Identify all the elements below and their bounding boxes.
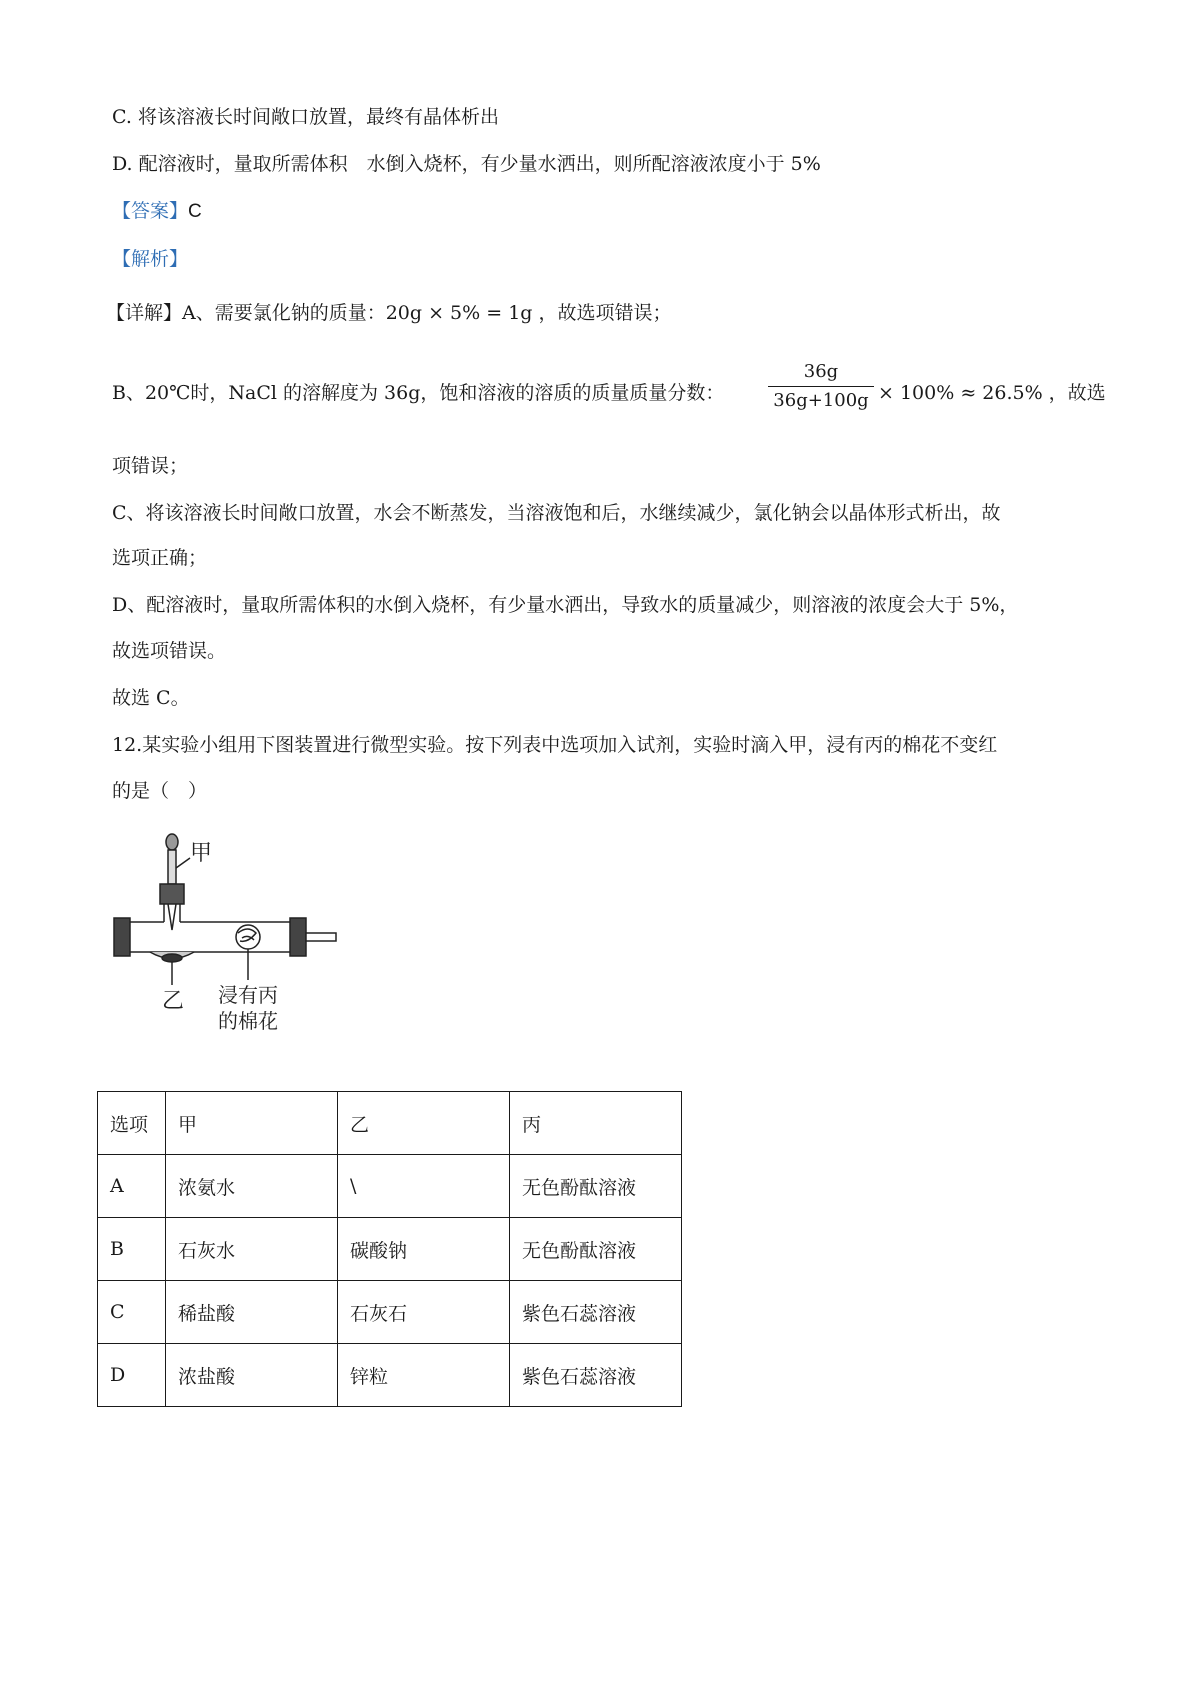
table-row [98, 1218, 682, 1281]
detail-a: 【详解】A、需要氯化钠的质量：20g × 5% = 1g ，故选项错误； [106, 302, 672, 324]
question-12-line2: 的是（ ） [112, 780, 208, 802]
table-header-cell: 乙 [338, 1092, 510, 1155]
answer-value: C [188, 201, 202, 222]
detail-b-cont: 项错误； [112, 455, 189, 477]
detail-b-part1: B、20℃时，NaCl 的溶解度为 36g，饱和溶液的溶质的质量质量分数： [112, 382, 725, 404]
table-header-row [98, 1092, 682, 1155]
analysis-tag: 【解析】 [112, 248, 189, 270]
conclusion: 故选 C。 [112, 687, 190, 709]
detail-c-line1: C、将该溶液长时间敞口放置，水会不断蒸发，当溶液饱和后，水继续减少，氯化钠会以晶体形式析出，故 [112, 502, 1001, 524]
detail-d-line2: 故选项错误。 [112, 640, 227, 662]
fraction [768, 360, 874, 413]
table-cell: 锌粒 [338, 1344, 510, 1407]
table-cell: 石灰水 [166, 1218, 338, 1281]
apparatus-diagram [110, 830, 370, 1035]
label-cotton-2: 的棉花 [218, 1009, 278, 1033]
table-cell: 稀盐酸 [166, 1281, 338, 1344]
label-jia: 甲 [190, 841, 213, 866]
table-header-cell: 选项 [98, 1092, 166, 1155]
table-cell: 紫色石蕊溶液 [510, 1344, 682, 1407]
table-cell: B [98, 1218, 166, 1281]
fraction-numerator: 36g [803, 361, 839, 382]
answer-tag: 【答案】 [112, 200, 189, 222]
table-row [98, 1344, 682, 1407]
table-header-cell: 丙 [510, 1092, 682, 1155]
label-yi: 乙 [162, 989, 185, 1014]
table-cell: 石灰石 [338, 1281, 510, 1344]
detail-d-line1: D、配溶液时，量取所需体积的水倒入烧杯，有少量水洒出，导致水的质量减少，则溶液的浓度会大于 5%， [112, 594, 1019, 616]
detail-b-part2: × 100% ≈ 26.5% ，故选 [878, 382, 1106, 404]
table-cell: 浓氨水 [166, 1155, 338, 1218]
reagent-table [97, 1091, 682, 1407]
table-cell: 碳酸钠 [338, 1218, 510, 1281]
table-cell: 浓盐酸 [166, 1344, 338, 1407]
answer-line [112, 198, 202, 225]
table-cell: A [98, 1155, 166, 1218]
fraction-bar [768, 386, 874, 387]
table-cell: C [98, 1281, 166, 1344]
table-cell: 紫色石蕊溶液 [510, 1281, 682, 1344]
question-12-line1: 12.某实验小组用下图装置进行微型实验。按下列表中选项加入试剂，实验时滴入甲，浸有丙的棉花不变红 [112, 734, 998, 756]
table-row [98, 1155, 682, 1218]
table-cell: \ [338, 1155, 510, 1218]
fraction-denominator: 36g+100g [773, 390, 869, 411]
label-cotton-1: 浸有丙 [218, 983, 278, 1007]
table-cell: 无色酚酞溶液 [510, 1155, 682, 1218]
table-cell: D [98, 1344, 166, 1407]
table-cell: 无色酚酞溶液 [510, 1218, 682, 1281]
option-c: C. 将该溶液长时间敞口放置，最终有晶体析出 [112, 106, 499, 128]
table-row [98, 1281, 682, 1344]
table-header-cell: 甲 [166, 1092, 338, 1155]
detail-c-line2: 选项正确； [112, 547, 208, 569]
option-d: D. 配溶液时，量取所需体积 水倒入烧杯，有少量水洒出，则所配溶液浓度小于 5% [112, 153, 821, 175]
